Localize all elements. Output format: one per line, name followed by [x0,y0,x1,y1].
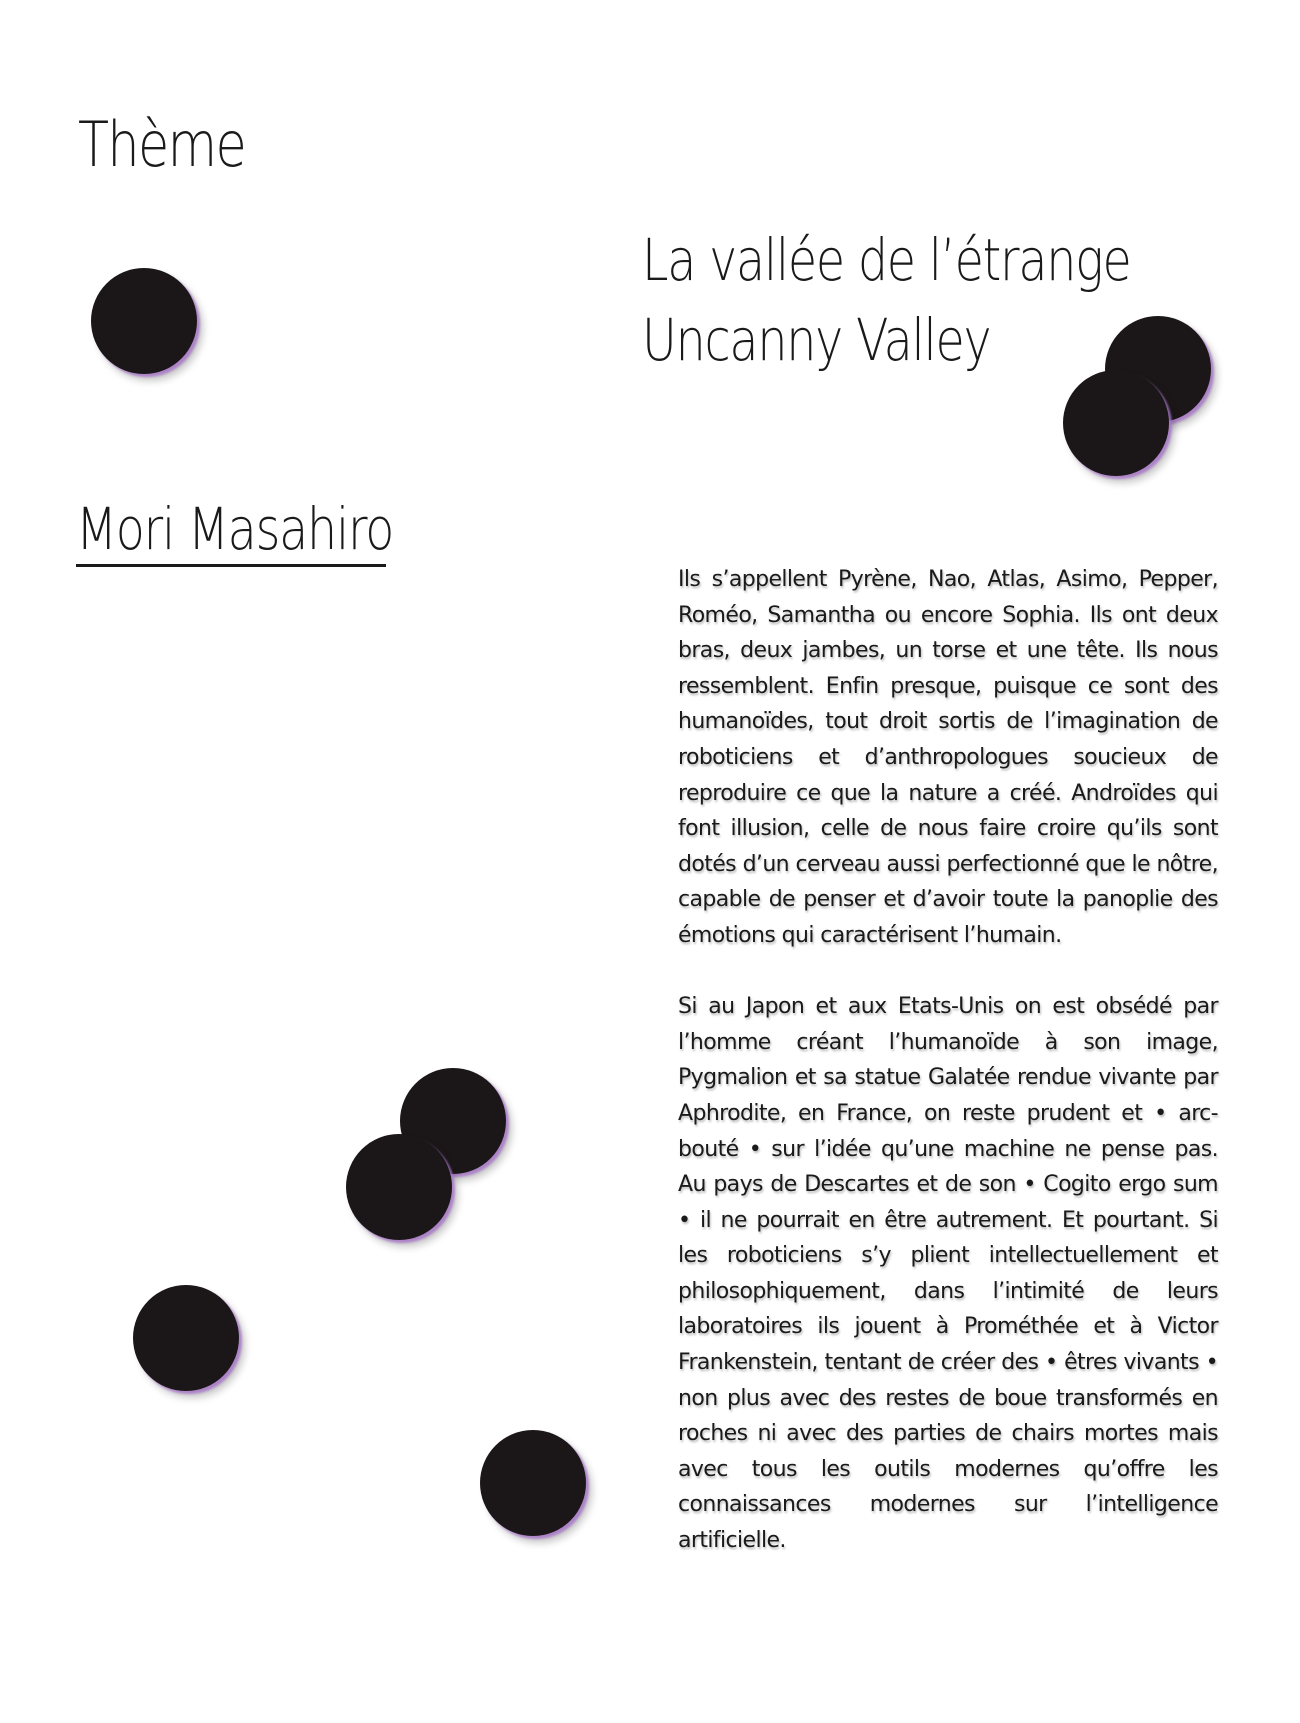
decorative-dot-5 [346,1134,452,1240]
author-underline [76,564,386,567]
body-paragraph-1: Ils s’appellent Pyrène, Nao, Atlas, Asimo, Pepper, Roméo, Samantha ou encore Sophia. Ils ont deux bras, deux jambes, un torse et une tête. Ils nous ressemblent. Enfin presque, puisque ce sont des humanoïdes, tout droit sortis de l’imagination de roboticiens et d’anthropologues soucieux de reproduire ce que la nature a créé. Androïdes qui font illusion, celle de nous faire croire qu’ils sont dotés d’un cerveau aussi perfectionné que le nôtre, capable de penser et d’avoir toute la panoplie des émotions qui caractérisent l’humain. [678,567,1218,948]
decorative-dot-6 [133,1285,239,1391]
decorative-dot-3 [1063,370,1169,476]
title-english: Uncanny Valley [642,306,991,374]
title-block [642,220,1131,380]
decorative-dot-1 [91,268,197,374]
decorative-dot-7 [480,1430,586,1536]
author-name: Mori Masahiro [76,495,394,563]
section-label: Thème [78,108,246,181]
body-paragraph-2: Si au Japon et aux Etats-Unis on est obsédé par l’homme créant l’humanoïde à son image, Pygmalion et sa statue Galatée rendue vivante par Aphrodite, en France, on reste prudent et • arc-bouté • sur l’idée qu’une machine ne pense pas. Au pays de Descartes et de son • Cogito ergo sum • il ne pourrait en être autrement. Et pourtant. Si les roboticiens s’y plient intellectuellement et philosophiquement, dans l’intimité de leurs laboratoires ils jouent à Prométhée et à Victor Frankenstein, tentant de créer des • êtres vivants • non plus avec des restes de boue transformés en roches ni avec des parties de chairs mortes mais avec tous les outils modernes qu’offre les connaissances modernes sur l’intelligence artificielle. [678,994,1218,1554]
article-body [678,562,1218,1594]
title-french: La vallée de l’étrange [642,226,1131,294]
